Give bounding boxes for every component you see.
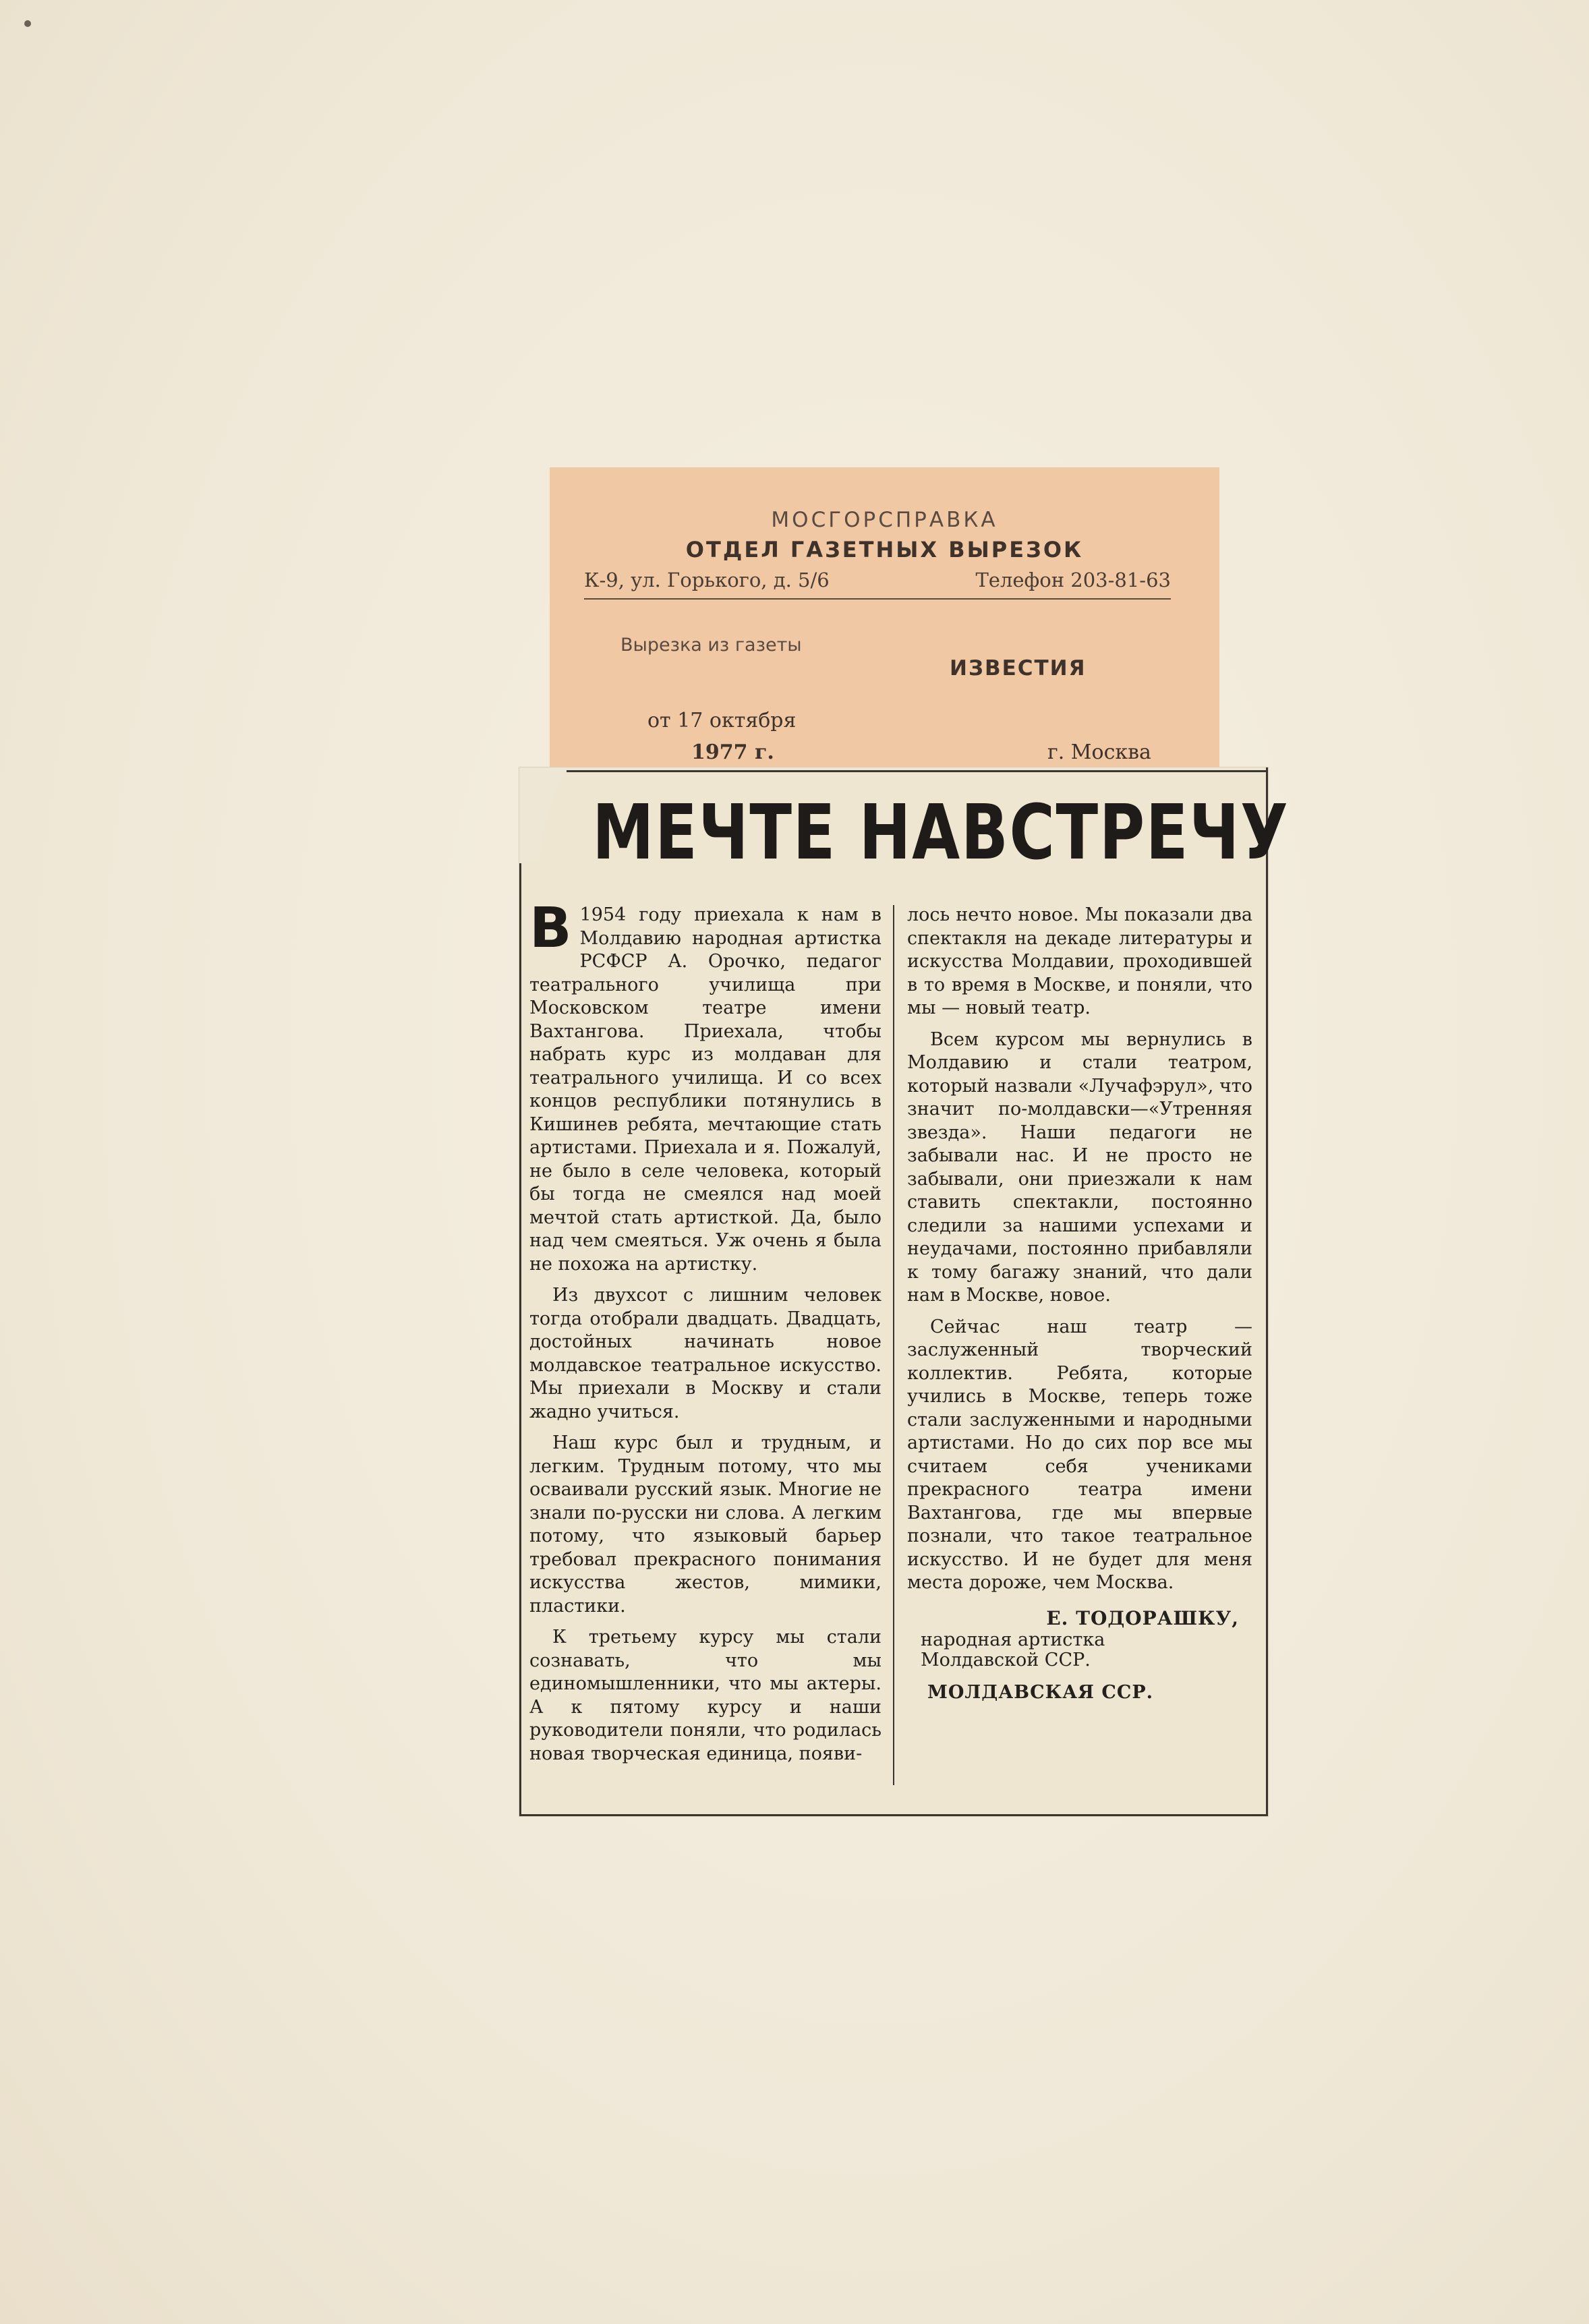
article-paragraph: Из двухсот с лишним человек тогда отобрали двадцать. Двадцать, достойных начинать новое молдавское театральное искусство. Мы приехали в Москву и стали жадно учиться. — [529, 1285, 882, 1422]
column-divider — [893, 905, 894, 1785]
author-title: народная артистка Молдавской ССР. — [921, 1629, 1105, 1671]
article-column-left — [529, 896, 882, 1774]
author-region: МОЛДАВСКАЯ ССР. — [927, 1682, 1154, 1703]
author-name: Е. ТОДОРАШКУ, — [1046, 1606, 1239, 1629]
article-column-right — [907, 904, 1252, 1705]
department-name: ОТДЕЛ ГАЗЕТНЫХ ВЫРЕЗОК — [685, 537, 1084, 562]
clip-year: 1977 г. — [691, 740, 774, 764]
agency-name: МОСГОРСПРАВКА — [771, 508, 998, 532]
article-paragraph — [529, 896, 882, 1276]
agency-address-line — [584, 569, 1171, 600]
corner-mark — [24, 20, 31, 27]
clipping-left-border — [519, 863, 521, 1814]
article-paragraph: Всем курсом мы вернулись в Молдавию и стали театром, который назвали «Лучафэрул», что значит по-молдавски—«Утренняя звезда». Наши педагоги не забывали нас. И не просто не забывали, они приезжали к нам ставить спектакли, постоянно следили за нашими успехами и неудачами, постоянно прибавляли к тому багажу знаний, что дали нам в Москве, новое. — [907, 1028, 1252, 1306]
article-paragraph: Сейчас наш театр — заслуженный творческий коллектив. Ребята, которые учились в Москве, теперь тоже стали заслуженными и народными артистами. Но до сих пор все мы считаем себя учениками прекрасного театра имени Вахтангова, где мы впервые познали, что такое театральное искусство. И не будет для меня места дороже, чем Москва. — [907, 1316, 1252, 1593]
agency-address: К-9, ул. Горького, д. 5/6 — [584, 569, 830, 591]
clip-date: от 17 октября — [647, 709, 797, 732]
clipping-service-slip — [550, 467, 1219, 767]
paragraph-text: 1954 году приехала к нам в Молдавию народная артистка РСФСР А. Орочко, педагог театрального училища при Московском театре имени Вахтангова. Приехала, чтобы набрать курс из молдаван для театрального училища. И со всех концов республики потянулись в Кишинев ребята, мечтающие стать артистами. Приехала и я. Пожалуй, не было в селе человека, который бы тогда не смеялся над моей мечтой стать артисткой. Да, было над чем смеяться. Уж очень я была не похожа на артистку. — [529, 904, 882, 1275]
clip-label: Вырезка из газеты — [620, 635, 802, 656]
byline — [907, 1607, 1252, 1705]
article-paragraph: лось нечто новое. Мы показали два спектакля на декаде литературы и искусства Молдавии, проходившей в то время в Москве, и поняли, что мы — новый театр. — [907, 904, 1252, 1018]
article-headline: МЕЧТЕ НАВСТРЕЧУ — [592, 789, 1290, 877]
agency-phone: Телефон 203-81-63 — [975, 569, 1171, 591]
article-paragraph: Наш курс был и трудным, и легким. Трудным потому, что мы осваивали русский язык. Многие не знали по-русски ни слова. А легким потому, что языковый барьер требовал прекрасного понимания искусства жестов, мимики, пластики. — [529, 1432, 882, 1617]
clipping-top-border — [567, 770, 1266, 772]
clip-city: г. Москва — [1047, 740, 1151, 764]
drop-cap: В — [529, 896, 572, 960]
newspaper-name: ИЗВЕСТИЯ — [950, 656, 1087, 680]
article-paragraph: К третьему курсу мы стали сознавать, что мы единомышленники, что мы актеры. А к пятому курсу и наши руководители поняли, что родилась новая творческая единица, появи- — [529, 1627, 882, 1764]
